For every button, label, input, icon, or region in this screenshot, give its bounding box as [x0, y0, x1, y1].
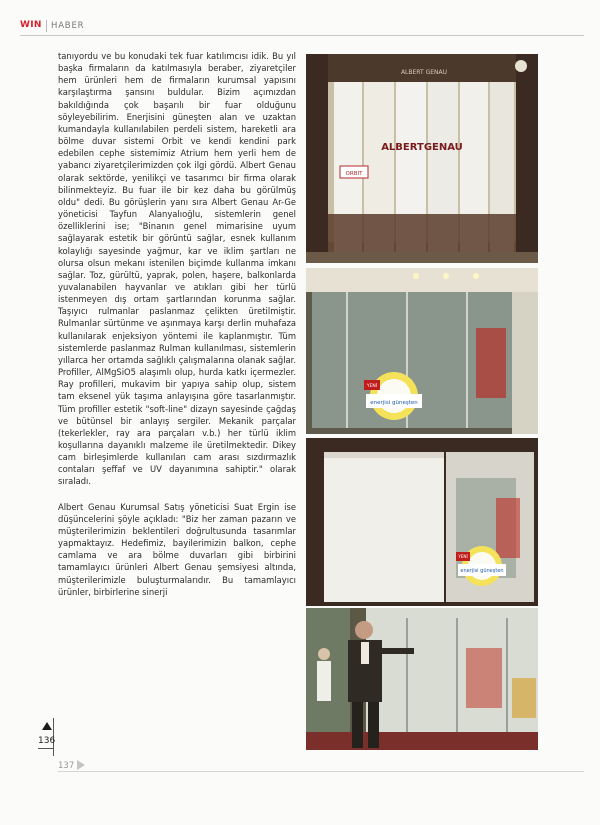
- photo-booth-panels: [306, 54, 538, 263]
- sticker-text: enerjisi güneşten: [370, 400, 418, 406]
- page-arrow-icon: [77, 760, 85, 770]
- article-column: [58, 50, 296, 598]
- header-rule: [20, 35, 584, 36]
- sticker-text-2: enerjisi güneşten: [460, 568, 504, 574]
- header-separator: [46, 20, 47, 32]
- photo-glass-facade: [306, 268, 538, 434]
- photo-presenter: [306, 608, 538, 750]
- photo-wood-frame: [306, 438, 538, 606]
- sign-orbit-text: ORBIT: [345, 171, 363, 177]
- footer-rule: [58, 771, 584, 772]
- article-paragraph-1: tanıyordu ve bu konudaki tek fuar katılımcısı idik. Bu yıl başka firmaların da katılmasıyla beraber, ziyaretçiler hem ürünleri hem de firmaların kurumsal yapısını karşılaştırma şansını buldular. Bizim açımızdan bakıldığında çok başarılı bir fuar olduğunu söyleyebilirim. Enerjisini güneşten alan ve uzaktan kumandayla kullanılabilen perdeli sistem, hareketli ara bölme duvar sistemi Orbit ve kendi kendini park edebilen cephe sistemimiz Atrium hem yerli hem de yabancı ziyaretçilerimizden çok ilgi gördü. Albert Genau olarak sektörde, yenilikçi ve tasarımcı bir firma olarak bilinmekteyiz. Bu fuar ile bir kez daha bu görülmüş oldu" dedi. Bu görüşlerin yanı sıra Albert Genau Ar-Ge yöneticisi Tayfun Alanyalıoğlu, sistemlerin genel özelliklerini ise; "Binanın genel mimarisine uyum sağlayarak estetik bir görüntü sağlar, esnek kullanım kolaylığı sayesinde yağmur, kar ve iklim şartları ne olursa olsun mekanı istenilen biçimde kullanma imkanı sağlar. Toz, gürültü, yaprak, polen, haşere, balkonlarda yuvalanabilen hayvanlar ve atıkları gibi her türlü istenmeyen dış ortam şartlarından korunma sağlar. Taşıyıcı rulmanlar paslanmaz çelikten üretilmiştir. Rulmanlar sürtünme ve aşınmaya karşı derlin muhafaza kullanılarak enjeksiyon yöntemi ile kaplanmıştır. Tüm sistemlerde paslanmaz Rulman kullanılması, sistemlerin yıllarca her ortamda sağlıklı çalışmalarına olanak sağlar. Profiller, AlMgSiO5 alaşımlı olup, hurda katkı içermezler. Ray profilleri, mukavim bir yapıya sahip olup, sistem tam eksenel yük taşıma anlayışına göre tasarlanmıştır. Tüm profiller estetik "soft-line" dizayn sayesinde çağdaş ve bütünsel bir anlayış sergiler. Mekanik parçalar (tekerlekler, ray ara parçaları v.b.) her türlü iklim koşullarına dayanıklı malzeme ile üretilmektedir. Dikey cam birleşimlerde kullanılan cam arası sızdırmazlık contaları şeffaf ve UV dayanımına sahiptir." olarak sıraladı.: [58, 51, 296, 487]
- page-header: [0, 18, 600, 36]
- badge-new-text-2: YENİ: [458, 554, 468, 559]
- section-title: HABER: [51, 21, 85, 31]
- article-paragraph-2: Albert Genau Kurumsal Satış yöneticisi Suat Ergin ise düşüncelerini şöyle açıkladı: "Biz her zaman pazarın ve müşterilerimizin beklentileri doğrultusunda tasarımlar yapmaktayız. Hedefimiz, bayilerimizin balkon, cephe camlama ve ara bölme duvarları gibi birbirini tamamlayıcı ürünleri Albert Genau şemsiyesi altında, müşterilerimizle buluşturmalarıdır. Bu tamamlayıcı ürünler, birbirlerine sinerji: [58, 501, 296, 597]
- page-number-right: 137: [58, 761, 75, 771]
- magazine-logo: WIN: [20, 20, 42, 30]
- page-triangle-marker: [42, 722, 52, 730]
- sign-main-text: ALBERTGENAU: [381, 142, 463, 153]
- sign-top-text: ALBERT GENAU: [400, 69, 448, 76]
- badge-new-text: YENİ: [366, 384, 378, 389]
- page-number-left: 136: [38, 736, 56, 746]
- page-marker-hline: [38, 748, 54, 749]
